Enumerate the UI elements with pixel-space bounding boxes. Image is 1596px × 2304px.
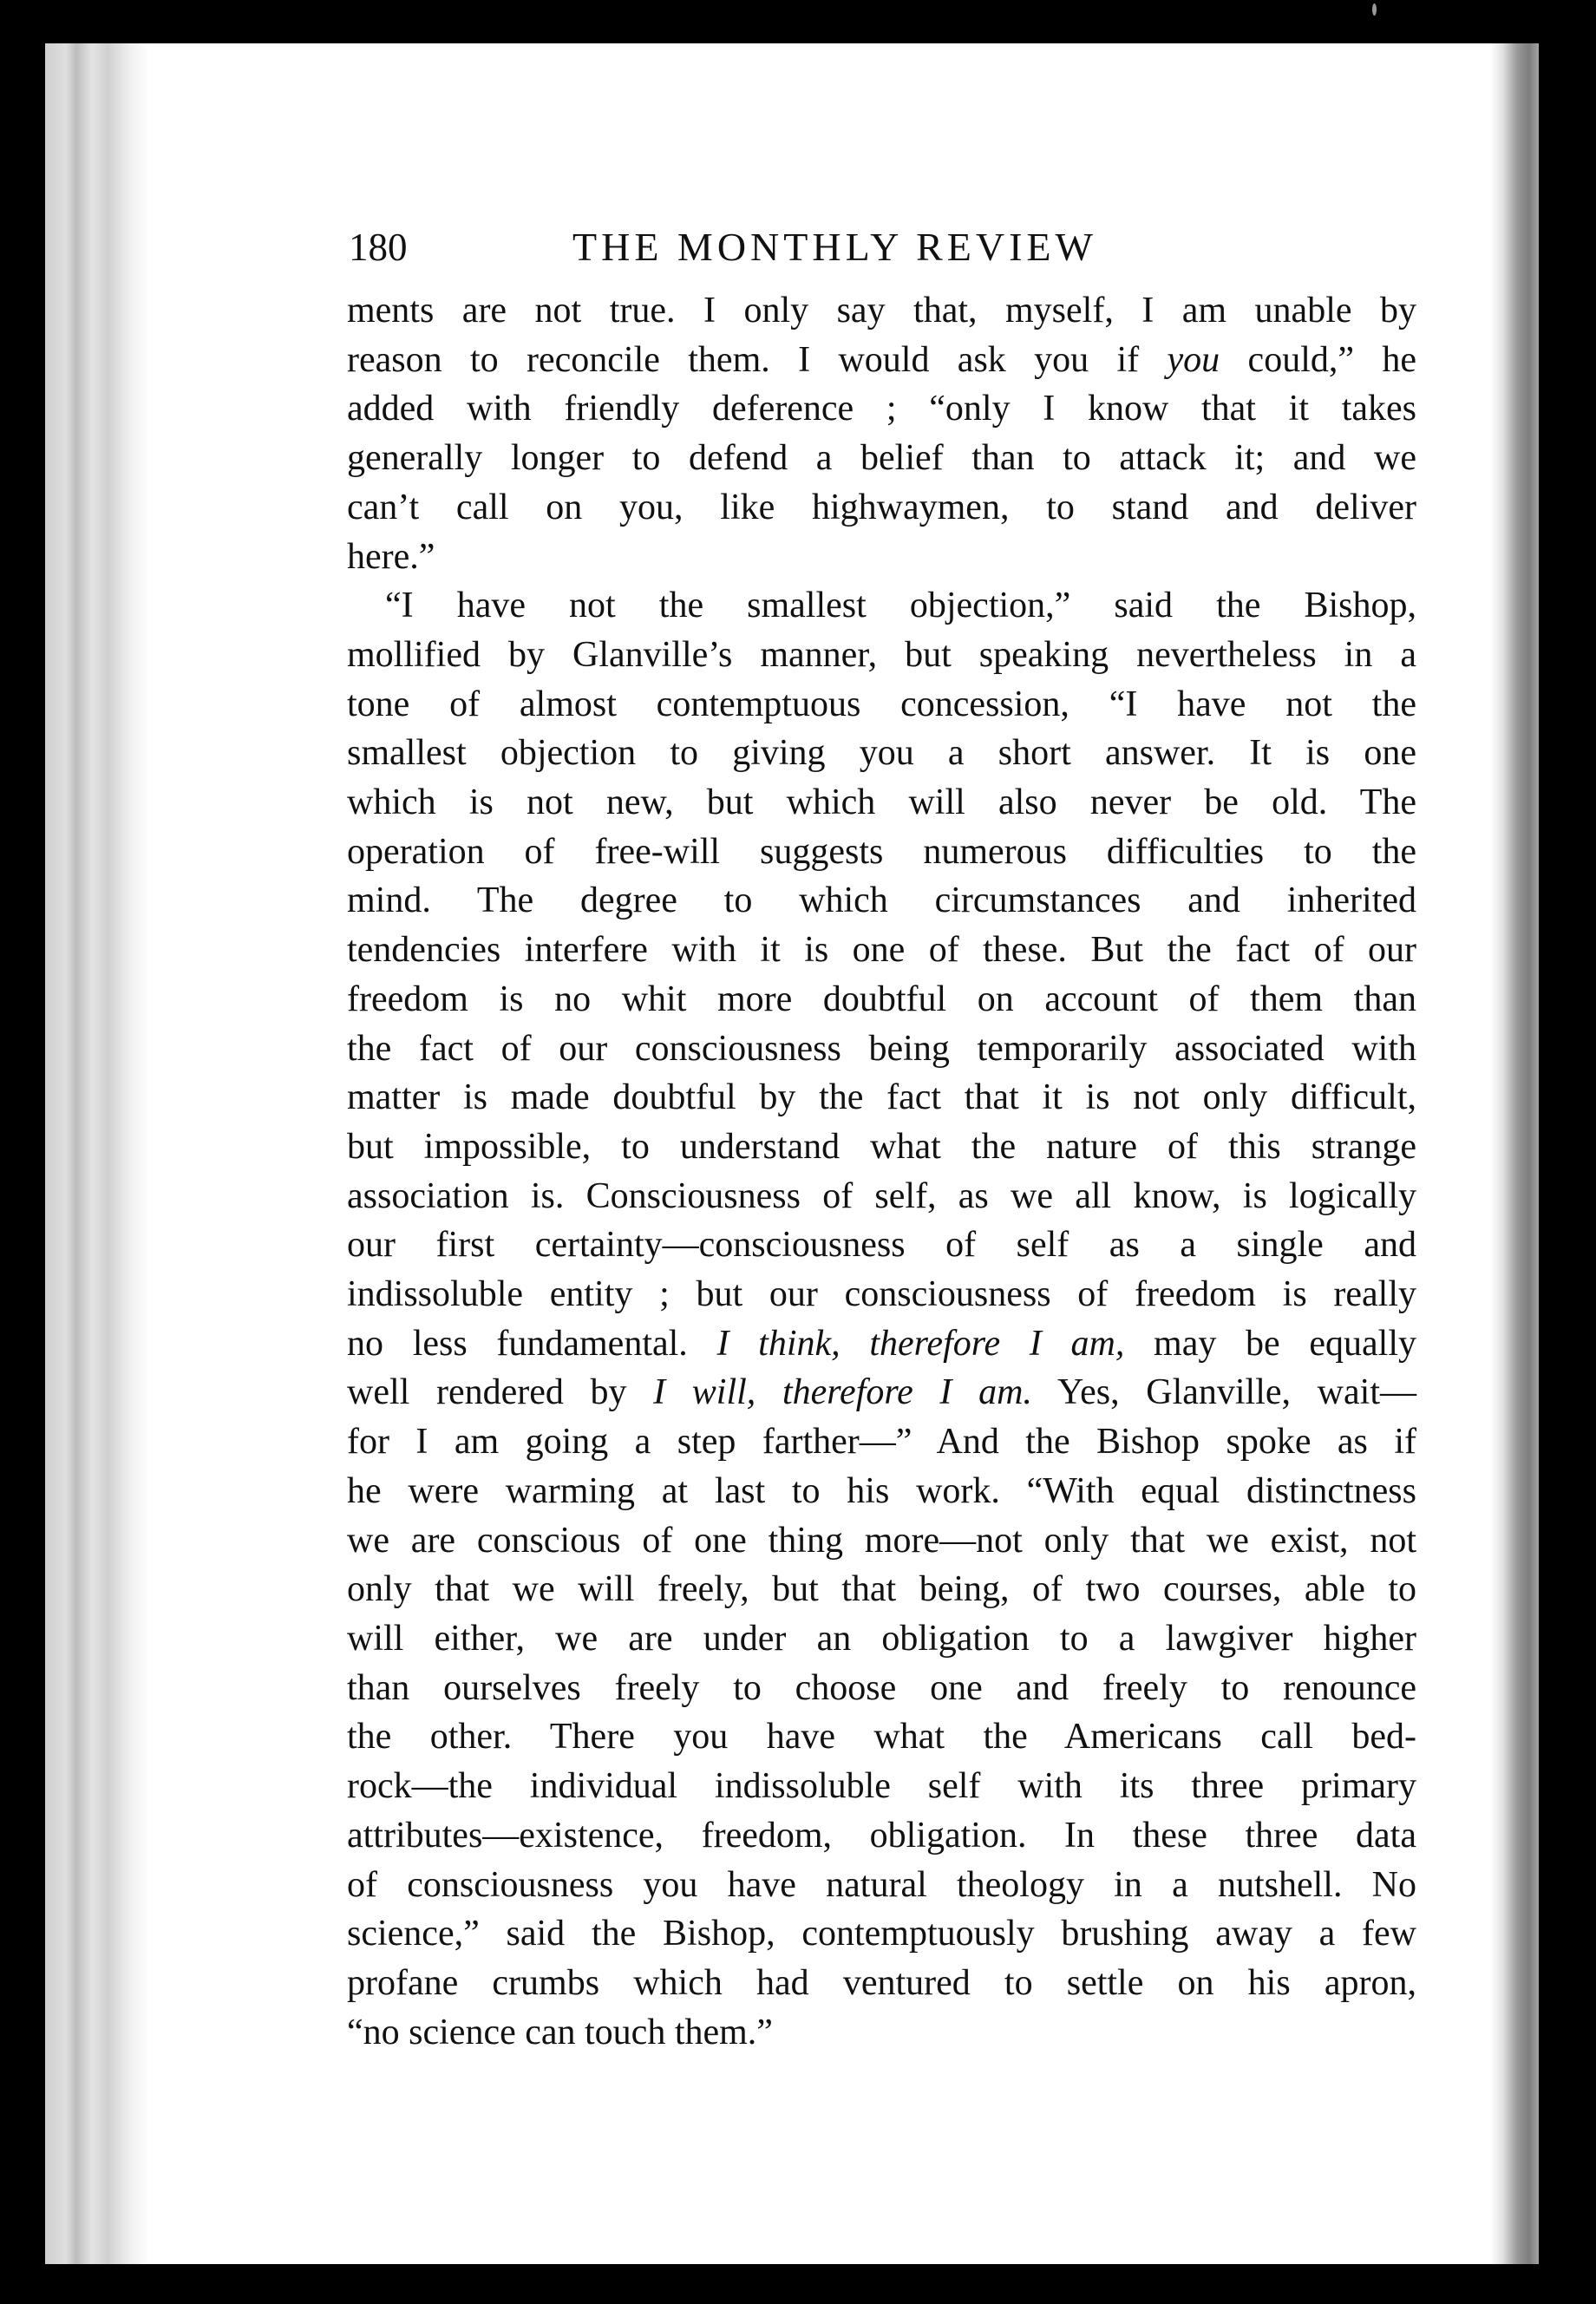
text-line: [347, 533, 1416, 582]
text-line: [347, 581, 1416, 631]
text-segment: well rendered by: [347, 1372, 654, 1413]
text-line: [347, 729, 1416, 778]
text-line: [347, 286, 1416, 336]
text-segment: mollified by Glanville’s manner, but speaking nevertheless in a: [347, 634, 1416, 675]
page-number: 180: [349, 226, 408, 269]
text-line: [347, 1024, 1416, 1074]
text-line: [347, 828, 1416, 877]
text-segment: attributes—existence, freedom, obligation. In these three data: [347, 1815, 1416, 1856]
text-segment: association is. Consciousness of self, as we all know, is logically: [347, 1175, 1416, 1216]
text-segment: tendencies interfere with it is one of these. But the fact of our: [347, 930, 1416, 971]
text-segment: profane crumbs which had ventured to settle on his apron,: [347, 1962, 1416, 2003]
text-line: [347, 876, 1416, 926]
text-segment: rock—the individual indissoluble self with its three primary: [347, 1766, 1416, 1807]
text-segment: only that we will freely, but that being, of two courses, able to: [347, 1569, 1416, 1610]
text-segment: matter is made doubtful by the fact that it is not only difficult,: [347, 1077, 1416, 1118]
running-header: [349, 221, 1424, 273]
italic-text: I will, therefore I am.: [653, 1372, 1032, 1413]
text-line: [347, 1172, 1416, 1221]
text-line: [347, 336, 1416, 385]
text-segment: than ourselves freely to choose one and freely to renounce: [347, 1667, 1416, 1708]
text-line: [347, 1614, 1416, 1664]
text-line: [347, 1959, 1416, 2008]
text-line: [347, 1565, 1416, 1614]
text-segment: “I have not the smallest objection,” said the Bishop,: [385, 586, 1416, 626]
text-segment: added with friendly deference ; “only I know that it takes: [347, 389, 1416, 429]
text-line: [347, 975, 1416, 1024]
text-segment: generally longer to defend a belief than to attack it; and we: [347, 438, 1416, 479]
text-line: [347, 1516, 1416, 1566]
text-segment: for I am going a step farther—” And the Bishop spoke as if: [347, 1422, 1416, 1463]
text-line: [347, 680, 1416, 730]
text-segment: freedom is no whit more doubtful on account of them than: [347, 979, 1416, 1019]
text-segment: the other. There you have what the Americans call bed-: [347, 1717, 1416, 1757]
text-line: [347, 483, 1416, 533]
text-segment: smallest objection to giving you a short answer. It is one: [347, 733, 1416, 774]
text-line: [347, 1270, 1416, 1319]
text-line: [347, 1123, 1416, 1172]
text-segment: of consciousness you have natural theology in a nutshell. No: [347, 1864, 1416, 1905]
text-segment: science,” said the Bishop, contemptuously brushing away a few: [347, 1914, 1416, 1954]
text-segment: he were warming at last to his work. “With equal distinctness: [347, 1470, 1416, 1511]
body-text: [347, 286, 1416, 2057]
text-line: [347, 1417, 1416, 1467]
text-segment: will either, we are under an obligation to a lawgiver higher: [347, 1618, 1416, 1659]
text-segment: ments are not true. I only say that, myself, I am unable by: [347, 291, 1416, 331]
text-line: [347, 778, 1416, 828]
text-line: [347, 1664, 1416, 1713]
text-segment: “no science can touch them.”: [347, 2012, 773, 2052]
text-segment: here.”: [347, 536, 435, 577]
text-segment: could,” he: [1220, 339, 1417, 380]
text-line: [347, 926, 1416, 975]
text-segment: no less fundamental.: [347, 1323, 717, 1364]
text-line: [347, 1811, 1416, 1861]
text-line: [347, 1368, 1416, 1417]
text-segment: indissoluble entity ; but our consciousness of freedom is really: [347, 1274, 1416, 1315]
text-line: [347, 631, 1416, 680]
text-line: [347, 1909, 1416, 1959]
text-segment: reason to reconcile them. I would ask you if: [347, 339, 1168, 380]
text-segment: mind. The degree to which circumstances and inherited: [347, 880, 1416, 921]
text-line: [347, 1319, 1416, 1369]
book-gutter-shadow: [45, 43, 149, 2264]
text-line: [347, 434, 1416, 483]
running-title: THE MONTHLY REVIEW: [572, 225, 1097, 269]
text-segment: our first certainty—consciousness of self as a single and: [347, 1225, 1416, 1266]
text-line: [347, 2008, 1416, 2058]
page-edge-shadow: [1490, 43, 1539, 2264]
text-line: [347, 1073, 1416, 1123]
text-line: [347, 1861, 1416, 1910]
italic-text: you: [1167, 339, 1220, 380]
text-segment: can’t call on you, like highwaymen, to stand and deliver: [347, 487, 1416, 527]
text-segment: tone of almost contemptuous concession, “I have not the: [347, 684, 1416, 724]
text-line: [347, 384, 1416, 434]
scan-speck: [1372, 3, 1377, 16]
text-line: [347, 1712, 1416, 1762]
scanned-page: [45, 43, 1539, 2264]
text-segment: Yes, Glanville, wait—: [1031, 1372, 1416, 1413]
text-segment: which is not new, but which will also never be old. The: [347, 782, 1416, 823]
text-segment: operation of free-will suggests numerous difficulties to the: [347, 831, 1416, 872]
text-line: [347, 1762, 1416, 1811]
text-segment: the fact of our consciousness being temporarily associated with: [347, 1028, 1416, 1069]
text-line: [347, 1221, 1416, 1270]
text-line: [347, 1467, 1416, 1516]
text-segment: may be equally: [1124, 1323, 1416, 1364]
italic-text: I think, therefore I am,: [716, 1323, 1125, 1364]
text-segment: we are conscious of one thing more—not only that we exist, not: [347, 1520, 1416, 1561]
text-segment: but impossible, to understand what the nature of this strange: [347, 1126, 1416, 1167]
